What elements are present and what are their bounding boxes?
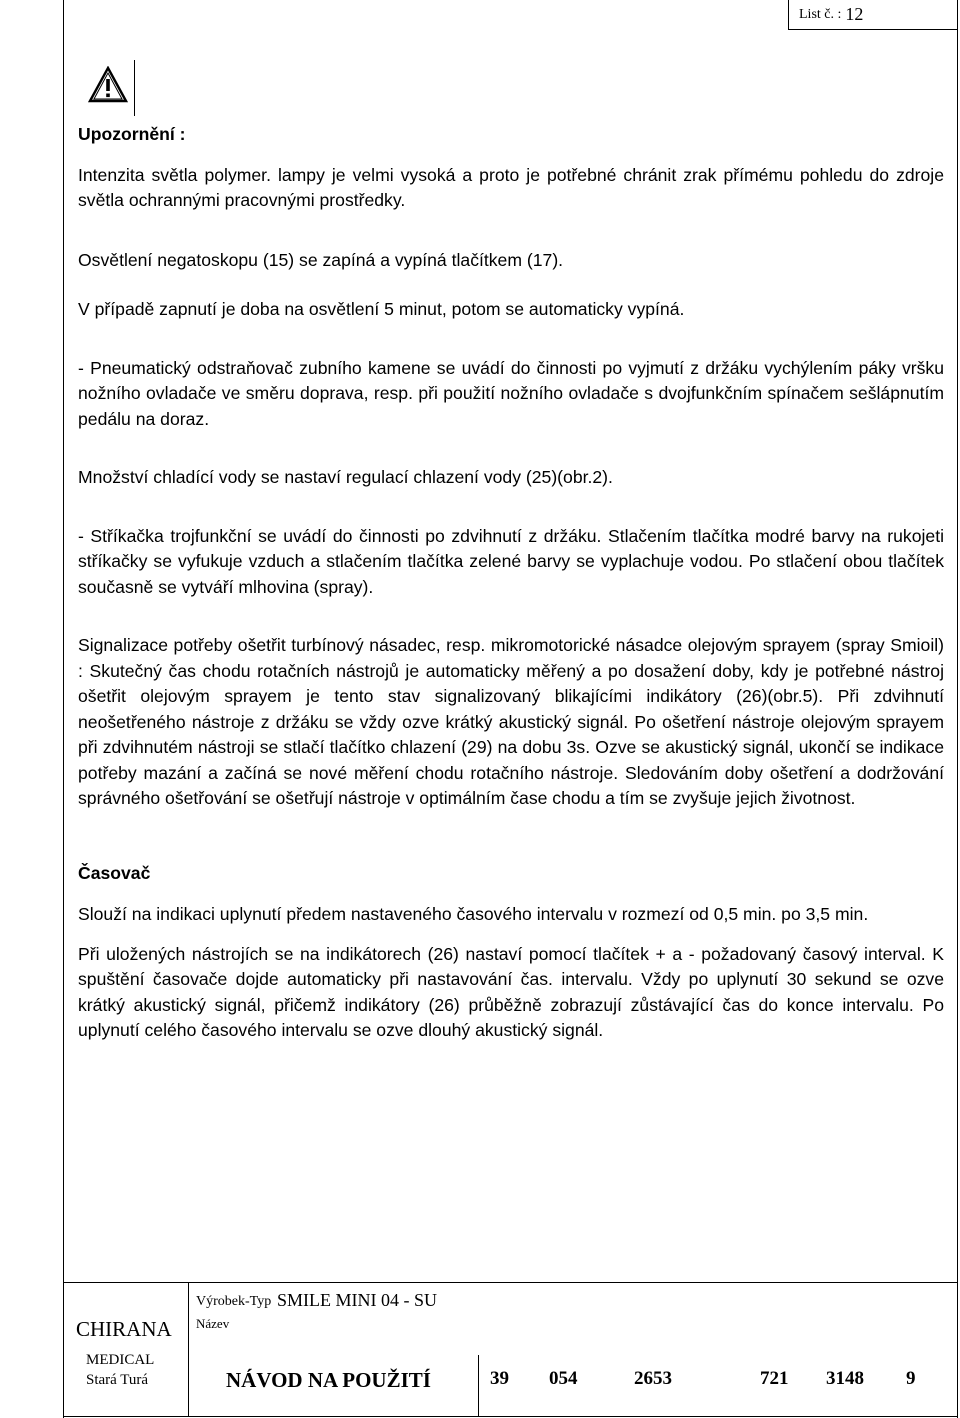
warning-divider	[134, 60, 135, 116]
product-type-label: Výrobek-Typ	[196, 1294, 272, 1309]
paragraph: - Pneumatický odstraňovač zubního kamene se uvádí do činnosti po vyjmutí z držáku vychýlením páky vršku nožního ovladače ve směru doprava, resp. při použití nožního ovladače s dvojfunkčním spínačem sešlápnutím pedálu na doraz.	[78, 357, 944, 429]
paragraph: Intenzita světla polymer. lampy je velmi vysoká a proto je potřebné chránit zrak přímému pohledu do zdroje světla ochrannými pracovnými prostředky.	[78, 164, 944, 210]
doc-number-part: 3148	[826, 1368, 864, 1389]
warning-triangle-icon	[88, 66, 128, 104]
doc-number-part: 2653	[634, 1368, 672, 1389]
page-frame-left	[63, 0, 64, 1418]
footer-top-border	[63, 1282, 958, 1283]
name-label: Název	[196, 1316, 230, 1331]
paragraph: Osvětlení negatoskopu (15) se zapíná a vypíná tlačítkem (17).	[78, 249, 564, 270]
doc-number-part: 39	[490, 1368, 509, 1389]
document-body	[78, 122, 944, 1044]
timer-heading: Časovač	[78, 862, 151, 883]
paragraph: Signalizace potřeby ošetřit turbínový násadec, resp. mikromotorické násadce olejovým sprayem (spray Smioil) : Skutečný čas chodu rotačních nástrojů je automaticky měřený a po dosažení doby, kdy je potřebné nástroj ošetřit olejovým sprayem je tento stav signalizovaný blikajícími indikátory (26)(obr.5). Při zdvihnutí neošetřeného nástroje z držáku se vždy ozve krátký akustický signál. Po ošetření nástroje olejovým sprayem při zdvihnutém nástroji se stlačí tlačítko chlazení (29) na dobu 3s. Ozve se akustický signál, ukončí se indikace potřeby mazání a začíná se nové měření chodu rotačního nástroje. Sledováním doby ošetření a dodržování správného ošetřování se ošetřují nástroje v optimálním čase chodu a tím se zvyšuje jejich životnost.	[78, 635, 944, 808]
doc-number-part: 721	[760, 1368, 789, 1389]
paragraph: Slouží na indikaci uplynutí předem nastaveného časového intervalu v rozmezí od 0,5 min. po 3,5 min.	[78, 904, 869, 924]
product-name: SMILE MINI 04 - SU	[277, 1290, 437, 1310]
document-title: NÁVOD NA POUŽITÍ	[226, 1368, 431, 1392]
footer-bottom-border	[63, 1416, 958, 1417]
page-number-box	[788, 0, 958, 30]
footer-divider	[478, 1355, 479, 1417]
paragraph: V případě zapnutí je doba na osvětlení 5 minut, potom se automaticky vypíná.	[78, 299, 685, 319]
doc-number-part: 9	[906, 1368, 916, 1389]
doc-number-part: 054	[549, 1368, 578, 1389]
page-frame-right	[957, 30, 958, 1418]
paragraph: Při uložených nástrojích se na indikátorech (26) nastaví pomocí tlačítek + a - požadovaný časový interval. K spuštění časovače dojde automaticky při nastavování čas. intervalu. Vždy po uplynutí 30 sekund se ozve krátký akustický signál, přičemž indikátory (26) průběžně zobrazují zůstávající čas do konce intervalu. Po uplynutí celého časového intervalu se ozve dlouhý akustický signál.	[78, 943, 944, 1040]
page-label: List č. :	[799, 6, 842, 22]
paragraph: Množství chladící vody se nastaví regulací chlazení vody (25)(obr.2).	[78, 467, 613, 487]
page-number: 12	[845, 4, 864, 24]
company-location: Stará Turá	[86, 1372, 149, 1388]
company-name: CHIRANA	[76, 1317, 172, 1341]
footer-divider	[188, 1282, 189, 1417]
company-division: MEDICAL	[86, 1352, 155, 1368]
warning-heading: Upozornění :	[78, 124, 186, 144]
paragraph: - Stříkačka trojfunkční se uvádí do činnosti po zdvihnutí z držáku. Stlačením tlačítka modré barvy na rukojeti stříkačky se vyfukuje vzduch a stlačením tlačítka zelené barvy se vyplachuje vodou. Po stlačení obou tlačítek současně se vytváří mlhovina (spray).	[78, 525, 944, 597]
